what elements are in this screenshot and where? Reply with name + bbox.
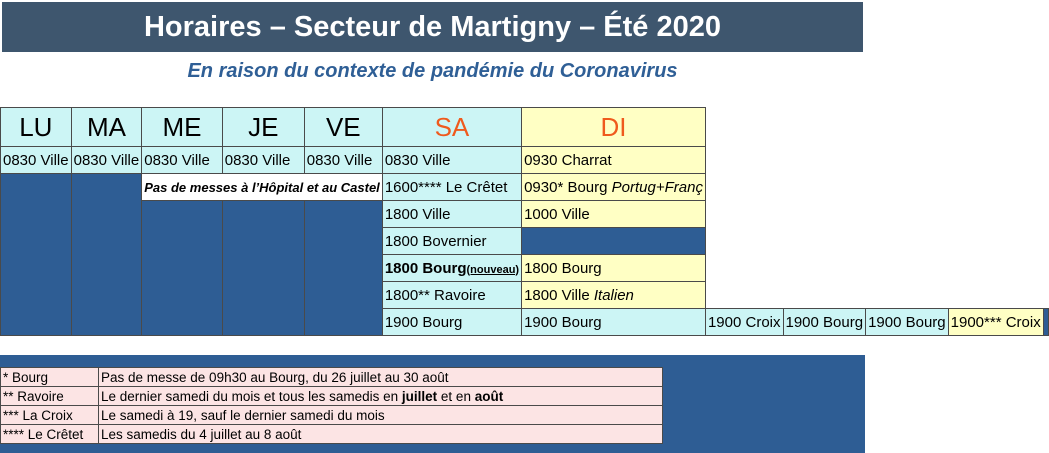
footnote-text: Le samedi à 19, sauf le dernier samedi du mois [99, 406, 663, 425]
cell-di-morning: 0930 Charrat [522, 147, 706, 174]
cell-sa-bovernier: 1800 Bovernier [382, 228, 521, 255]
footnote-key: * Bourg [1, 368, 99, 387]
cell-di-bourg: 1800 Bourg [522, 255, 706, 282]
cell-ma-blank [71, 174, 142, 336]
table-header-row [1, 108, 1049, 147]
cell-me-blank [142, 201, 222, 336]
cell-sa-morning: 0830 Ville [382, 147, 521, 174]
day-header-lu: LU [1, 108, 72, 147]
footnote-text [99, 387, 663, 406]
cell-lu-evening: 1900 Bourg [382, 309, 521, 336]
footnote-text-part: et en [437, 388, 475, 404]
cell-sa-ravoire: 1800** Ravoire [382, 282, 521, 309]
table-row [1, 147, 1049, 174]
cell-ma-evening: 1900 Bourg [522, 309, 706, 336]
spacer [0, 339, 865, 355]
table-row [1, 201, 1049, 228]
cell-ma-morning: 0830 Ville [71, 147, 142, 174]
cell-me-evening: 1900 Croix [705, 309, 783, 336]
footnote-key: **** Le Crêtet [1, 425, 99, 444]
cell-lu-morning: 0830 Ville [1, 147, 72, 174]
footnote-row [1, 368, 663, 387]
footnotes-table [0, 367, 663, 444]
footnote-row [1, 387, 663, 406]
page-title: Horaires – Secteur de Martigny – Été 2020 [2, 2, 863, 52]
cell-je-blank [222, 201, 304, 336]
cell-sa-bourg-new [382, 255, 521, 282]
di-bourg-language: Portug+Franç [611, 178, 703, 196]
cell-di-bourg-portug [522, 174, 706, 201]
day-header-je: JE [222, 108, 304, 147]
cell-di-blank-evening [1043, 309, 1048, 336]
day-header-ve: VE [304, 108, 382, 147]
cell-je-morning: 0830 Ville [222, 147, 304, 174]
sa-bourg-time: 1800 Bourg [384, 259, 467, 277]
no-mass-note: Pas de messes à l’Hôpital et au Castel [142, 174, 383, 201]
cell-ve-morning: 0830 Ville [304, 147, 382, 174]
cell-ve-blank [304, 201, 382, 336]
day-header-me: ME [142, 108, 222, 147]
footnote-key: *** La Croix [1, 406, 99, 425]
footnote-row [1, 406, 663, 425]
cell-sa-ville: 1800 Ville [382, 201, 521, 228]
di-ville-language: Italien [593, 286, 634, 304]
new-badge: (nouveau) [466, 263, 520, 276]
di-bourg-time: 0930* Bourg [524, 178, 612, 196]
cell-di-ville-italien [522, 282, 706, 309]
page-subtitle: En raison du contexte de pandémie du Coronavirus [187, 60, 678, 82]
schedule-table [0, 107, 1049, 336]
cell-je-evening: 1900 Bourg [783, 309, 866, 336]
day-header-sa: SA [382, 108, 521, 147]
cell-lu-blank [1, 174, 72, 336]
footnote-key: ** Ravoire [1, 387, 99, 406]
cell-di-ville: 1000 Ville [522, 201, 706, 228]
cell-sa-croix: 1900*** Croix [948, 309, 1043, 336]
di-ville-time: 1800 Ville [524, 286, 594, 304]
footnote-bold-month: juillet [401, 388, 438, 404]
cell-di-blank [522, 228, 706, 255]
footnote-text: Les samedis du 4 juillet au 8 août [99, 425, 663, 444]
footnote-text: Pas de messe de 09h30 au Bourg, du 26 juillet au 30 août [99, 368, 663, 387]
day-header-ma: MA [71, 108, 142, 147]
day-header-di: DI [522, 108, 706, 147]
cell-sa-cretet: 1600**** Le Crêtet [382, 174, 521, 201]
footnote-row [1, 425, 663, 444]
cell-ve-evening: 1900 Bourg [866, 309, 949, 336]
cell-me-morning: 0830 Ville [142, 147, 222, 174]
footnote-text-part: Le dernier samedi du mois et tous les samedis en [101, 388, 402, 404]
footnote-bold-month: août [474, 388, 504, 404]
table-row [1, 174, 1049, 201]
